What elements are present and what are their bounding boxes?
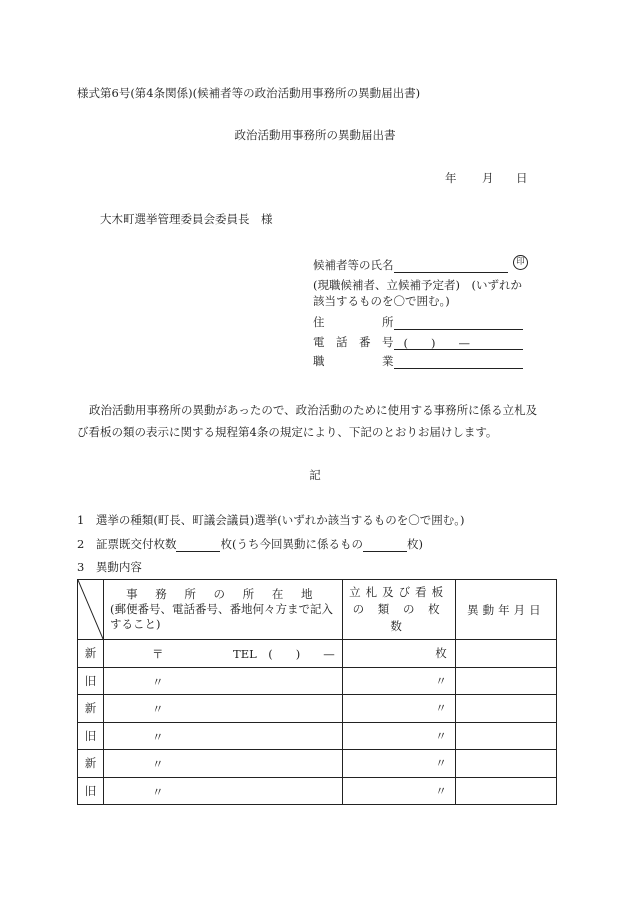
address-cell[interactable]: [104, 640, 342, 668]
date-cell[interactable]: [455, 777, 556, 805]
date-year: 年: [445, 171, 457, 185]
occupation-row: [313, 353, 523, 369]
ditto-mark: 〃: [152, 729, 164, 744]
count-cell[interactable]: 〃: [342, 722, 455, 750]
item-3: 3 異動内容: [77, 560, 142, 574]
phone-field[interactable]: [394, 335, 523, 350]
status-note-line2: 該当するものを〇で囲む。): [313, 294, 450, 308]
header-boards: [342, 580, 455, 640]
address-cell[interactable]: [104, 750, 342, 778]
body-text-line1: 政治活動用事務所の異動があったので、政治活動のために使用する事務所に係る立札及: [89, 403, 538, 417]
issued-count-field[interactable]: [176, 537, 220, 552]
address-field[interactable]: [394, 315, 523, 330]
address-label: 住 所: [313, 315, 394, 329]
tel-template: TEL ( ) —: [233, 647, 335, 661]
item-2-end: 枚): [406, 537, 423, 551]
form-label: 様式第6号(第4条関係)(候補者等の政治活動用事務所の異動届出書): [77, 86, 421, 100]
change-table: [77, 579, 557, 805]
ditto-mark: 〃: [152, 784, 164, 799]
seal-mark-icon: 印: [513, 255, 528, 270]
ditto-mark: 〃: [152, 674, 164, 689]
date-cell[interactable]: [455, 667, 556, 695]
date-month: 月: [482, 171, 494, 185]
occupation-label: 職 業: [313, 354, 394, 368]
date-cell[interactable]: [455, 722, 556, 750]
ditto-mark: 〃: [152, 757, 164, 771]
date-day: 日: [516, 171, 528, 185]
address-cell[interactable]: [104, 667, 342, 695]
postal-mark: 〒: [152, 647, 164, 661]
row-label: 旧: [78, 667, 104, 695]
phone-template: ( ) —: [403, 336, 470, 350]
diagonal-line: [78, 580, 103, 639]
address-cell[interactable]: [104, 695, 342, 723]
table-row: [78, 750, 557, 778]
table-row: [78, 722, 557, 750]
changed-count-field[interactable]: [363, 537, 407, 552]
date-cell[interactable]: [455, 640, 556, 668]
item-1: 1 選挙の種類(町長、町議会議員)選挙(いずれか該当するものを〇で囲む。): [77, 513, 465, 527]
table-row: [78, 640, 557, 668]
address-cell[interactable]: [104, 777, 342, 805]
header-address-line1: 事 務 所 の 所 在 地: [126, 587, 320, 601]
address-cell[interactable]: [104, 722, 342, 750]
date-cell[interactable]: [455, 695, 556, 723]
count-cell[interactable]: 枚: [342, 640, 455, 668]
table-row: [78, 777, 557, 805]
ki-heading: 記: [309, 468, 321, 482]
body-text-line2: び看板の類の表示に関する規程第4条の規定により、下記のとおりお届けします。: [77, 425, 498, 439]
phone-label: 電 話 番 号: [313, 335, 394, 349]
occupation-field[interactable]: [394, 354, 523, 369]
name-label: 候補者等の氏名: [313, 258, 394, 272]
table-row: [78, 667, 557, 695]
item-2-label: 証票既交付枚数: [95, 537, 177, 551]
header-address: [104, 580, 342, 640]
name-field[interactable]: [394, 258, 508, 273]
ditto-mark: 〃: [152, 702, 164, 716]
item-2-number: 2: [77, 537, 85, 551]
row-label: 旧: [78, 777, 104, 805]
row-label: 新: [78, 695, 104, 723]
header-address-line2: (郵便番号、電話番号、番地何々方まで記入すること): [110, 602, 334, 631]
address-row: [313, 314, 523, 330]
item-2: [77, 536, 423, 552]
status-note-line1: (現職候補者、立候補予定者) (いずれか: [313, 278, 522, 292]
count-cell[interactable]: 〃: [342, 750, 455, 778]
item-2-middle: 枚(うち今回異動に係るもの: [220, 537, 363, 551]
row-label: 新: [78, 750, 104, 778]
table-header-row: [78, 580, 557, 640]
date-cell[interactable]: [455, 750, 556, 778]
diagonal-corner-cell: [78, 580, 104, 640]
count-cell[interactable]: 〃: [342, 667, 455, 695]
row-label: 新: [78, 640, 104, 668]
header-date: 異動年月日: [455, 580, 556, 640]
header-boards-line2: の 類 の 枚 数: [352, 602, 445, 633]
count-cell[interactable]: 〃: [342, 777, 455, 805]
table-row: [78, 695, 557, 723]
name-row: [313, 257, 508, 273]
count-cell[interactable]: 〃: [342, 695, 455, 723]
header-boards-line1: 立札及び看板: [349, 585, 449, 599]
addressee: 大木町選挙管理委員会委員長 様: [100, 212, 273, 226]
phone-row: [313, 334, 523, 350]
document-title: 政治活動用事務所の異動届出書: [234, 128, 396, 142]
row-label: 旧: [78, 722, 104, 750]
